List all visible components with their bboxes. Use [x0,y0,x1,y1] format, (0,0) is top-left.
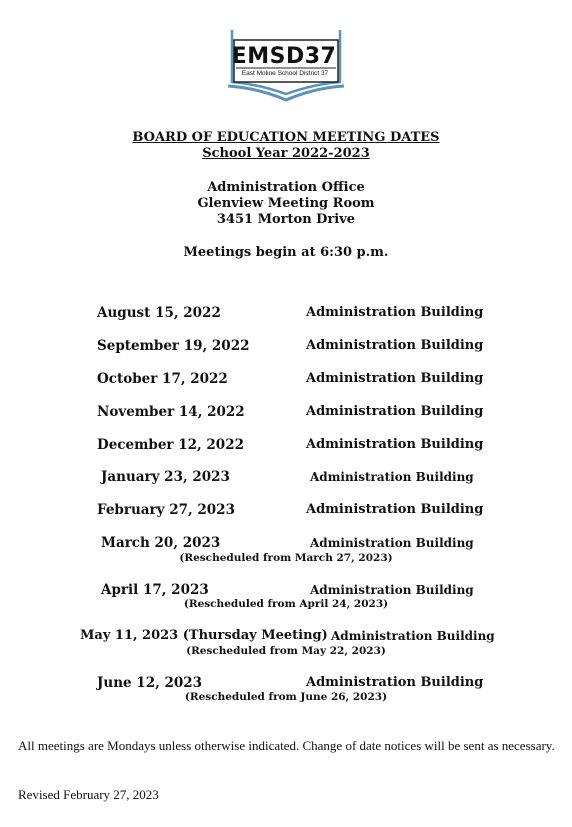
page-title: BOARD OF EDUCATION MEETING DATES [132,130,440,145]
district-logo [228,26,348,102]
meeting-location: Administration Building [310,583,474,597]
reschedule-note: (Rescheduled from March 27, 2023) [179,552,393,564]
meeting-location: Administration Building [306,502,484,517]
meeting-date: November 14, 2022 [97,404,245,420]
revised-date: Revised February 27, 2023 [18,787,159,802]
meeting-location: Administration Building [306,338,484,353]
meeting-location: Administration Building [306,404,484,419]
school-year: School Year 2022-2023 [202,146,370,161]
location-line-2: Glenview Meeting Room [197,196,375,211]
reschedule-note: (Rescheduled from May 22, 2023) [186,645,386,657]
meeting-location: Administration Building [310,536,474,550]
meeting-date: January 23, 2023 [101,469,230,485]
meeting-location: Administration Building [306,437,484,452]
meeting-date: March 20, 2023 [101,535,221,551]
meeting-date: May 11, 2023 (Thursday Meeting) [80,628,328,643]
meeting-date: April 17, 2023 [101,582,209,598]
reschedule-note: (Rescheduled from June 26, 2023) [184,691,388,703]
meeting-location: Administration Building [331,629,495,643]
meeting-date: September 19, 2022 [97,338,250,354]
meeting-date: December 12, 2022 [97,437,244,453]
logo-name: EMSD37 [231,44,337,69]
location-line-1: Administration Office [207,180,365,195]
meeting-date: June 12, 2023 [97,675,203,691]
location-line-3: 3451 Morton Drive [216,212,356,227]
meeting-date: October 17, 2022 [97,371,228,387]
meeting-start-time: Meetings begin at 6:30 p.m. [183,245,389,260]
meeting-date: August 15, 2022 [97,305,221,321]
reschedule-note: (Rescheduled from April 24, 2023) [183,598,389,610]
meeting-notice: All meetings are Mondays unless otherwise indicated. Change of date notices will be sent as necessary. [18,738,555,753]
meeting-location: Administration Building [306,305,484,320]
meeting-location: Administration Building [306,371,484,386]
meeting-location: Administration Building [310,470,474,484]
logo-district: East Moline School District 37 [241,70,329,77]
meeting-location: Administration Building [306,675,484,690]
meeting-date: February 27, 2023 [97,502,235,518]
